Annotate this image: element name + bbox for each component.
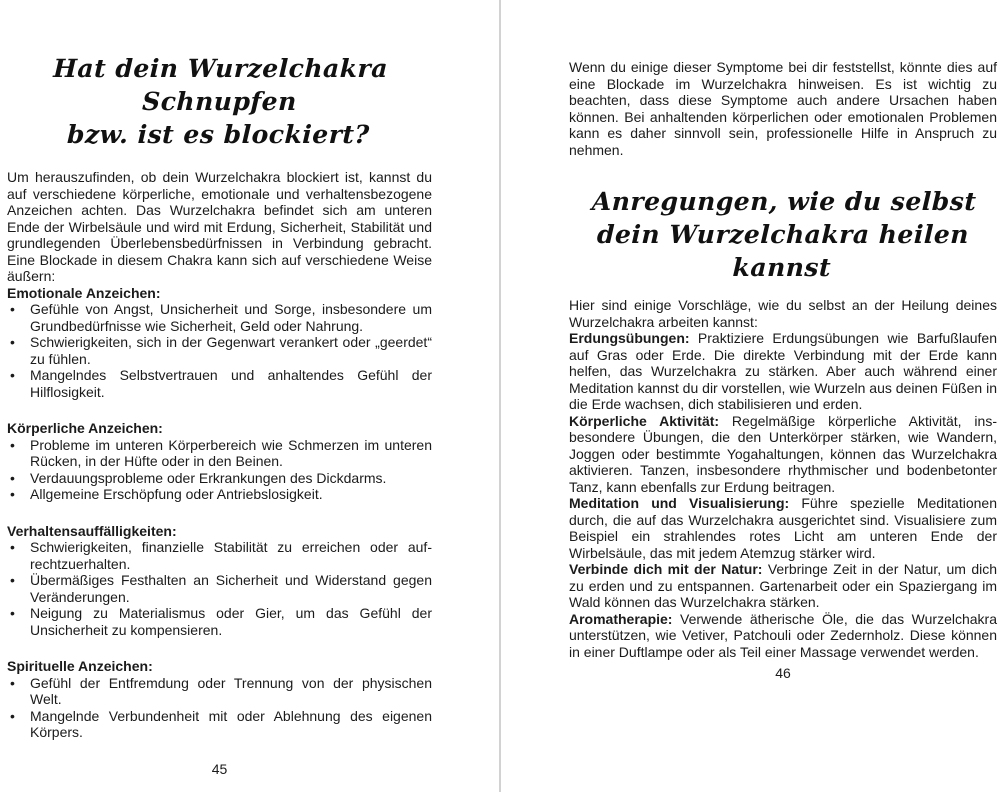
tip-paragraph: Erdungsübungen: Praktiziere Erdungsübungen wie Barfußlaufen auf Gras oder Erde. Die direkte Verbindung mit der Erde kann helfen, das Wurzelchakra zu stärken. Aber auch während einer Meditation kannst du dir vorstellen, wie Wurzeln aus deinen Füßen in die Erde wachsen, dich stabilisieren und erden. — [569, 330, 997, 412]
bullet-item: • Allgemeine Erschöpfung oder Antriebslosigkeit. — [7, 486, 432, 503]
bullet-item: • Mangelnde Verbundenheit mit oder Ablehnung des eigenen Körpers. — [7, 708, 432, 741]
symptom-section — [7, 658, 432, 741]
page-title-right — [567, 185, 998, 284]
page-title-left-line1: Hat dein Wurzelchakra Schnupfen — [52, 54, 389, 116]
bullet-item: • Probleme im unteren Körperbereich wie Schmerzen im unteren Rücken, in der Hüfte oder in den Beinen. — [7, 437, 432, 470]
page-title-right-line2: dein Wurzelchakra heilen kannst — [596, 220, 970, 282]
lead-paragraph: Hier sind einige Vorschläge, wie du selbst an der Heilung deines Wurzelchakra arbeiten kannst: — [569, 297, 997, 330]
intro-paragraph-left: Um herauszufinden, ob dein Wurzelchakra blockiert ist, kannst du auf verschiedene körperliche, emotionale und verhaltensbezogene Anzeichen achten. Das Wurzelchakra befindet sich am unteren Ende der Wirbelsäule und wird mit Erdung, Sicherheit, Stabilität und grundlegenden Überlebensbedürfnissen in Verbindung gebracht. Eine Blockade in diesem Chakra kann sich auf verschiedene Weise äußern: — [7, 169, 432, 284]
tip-label: Meditation und Visualisierung: — [569, 495, 790, 511]
tip-label: Körperliche Aktivität: — [569, 412, 720, 429]
tip-paragraph: Verbinde dich mit der Natur: Verbringe Zeit in der Natur, um dich zu erden und zu entspannen. Gartenarbeit oder ein Spaziergang im Wald können das Wurzelchakra stärken. — [569, 561, 998, 610]
bullet-item: • Übermäßiges Festhalten an Sicherheit und Widerstand gegen Veränderungen. — [7, 572, 432, 605]
section-heading: Spirituelle Anzeichen: — [7, 658, 153, 674]
symptom-section — [7, 285, 432, 401]
page-title-left — [5, 52, 433, 151]
page-divider — [499, 0, 501, 792]
tip-paragraph: Körperliche Aktivität: Regelmäßige körperliche Aktivität, insbesondere Übungen, die den Unterkörper stärken, wie Wandern, Joggen oder bestimmte Yogahaltungen, können das Wurzelchakra aktivieren. Tanzen, insbesondere rhythmischer und bodenbetonter Tanz, kann ebenfalls zur Erdung beitragen. — [569, 412, 997, 495]
section-heading: Verhaltensauffälligkeiten: — [7, 522, 177, 539]
page-number-right: 46 — [775, 665, 791, 681]
healing-tips — [569, 330, 997, 660]
symptom-section — [7, 420, 432, 503]
section-heading: Emotionale Anzeichen: — [7, 284, 161, 301]
bullet-list — [7, 437, 432, 503]
intro-paragraph-right: Wenn du einige dieser Symptome bei dir feststellst, könnte dies auf eine Blockade im Wurzelchakra hinweisen. Es ist wichtig zu beachten, dass diese Symptome auch andere Ursachen haben können. Bei anhaltenden körperlichen oder emotionalen Problemen kann es daher sinnvoll sein, professionelle Hilfe in Anspruch zu nehmen. — [569, 59, 997, 158]
bullet-list — [7, 301, 432, 400]
tip-label: Verbinde dich mit der Natur: — [569, 561, 763, 577]
section-heading: Körperliche Anzeichen: — [7, 420, 163, 436]
page-title-right-line1: Anregungen, wie du selbst — [591, 187, 977, 216]
bullet-item: • Gefühle von Angst, Unsicherheit und Sorge, insbesondere um Grundbedürfnisse wie Sicherheit, Geld oder Nahrung. — [7, 301, 432, 334]
symptom-section — [7, 523, 432, 639]
bullet-list — [7, 675, 432, 741]
bullet-item: • Schwierigkeiten, finanzielle Stabilität zu erreichen oder aufrechtzuerhalten. — [7, 539, 432, 572]
symptom-sections — [7, 285, 432, 741]
bullet-item: • Gefühl der Entfremdung oder Trennung von der physischen Welt. — [7, 675, 432, 708]
tip-paragraph: Aromatherapie: Verwende ätherische Öle, die das Wurzelchakra unterstützen, wie Vetiver, Patchouli oder Zedernholz. Diese können in einer Duftlampe oder als Teil einer Massage verwendet werden. — [569, 610, 997, 660]
bullet-item: • Verdauungsprobleme oder Erkrankungen des Dickdarms. — [7, 470, 432, 487]
page-46 — [500, 0, 1000, 800]
page-number-left: 45 — [211, 760, 228, 777]
bullet-list — [7, 539, 432, 638]
tip-paragraph: Meditation und Visualisierung: Führe spezielle Meditationen durch, die auf das Wurzelchakra ausgerichtet sind. Visualisiere zum Beispiel ein strahlendes rotes Licht am unteren Ende der Wirbelsäule, das mit jedem Atemzug stärker wird. — [569, 495, 997, 561]
tip-label: Aromatherapie: — [569, 610, 673, 627]
page-title-left-line2: bzw. ist es blockiert? — [66, 120, 371, 149]
bullet-item: • Neigung zu Materialismus oder Gier, um das Gefühl der Unsicherheit zu kompensieren. — [7, 605, 432, 638]
tip-label: Erdungsübungen: — [569, 330, 690, 346]
bullet-item: • Mangelndes Selbstvertrauen und anhaltendes Gefühl der Hilflosigkeit. — [7, 367, 432, 400]
bullet-item: • Schwierigkeiten, sich in der Gegenwart verankert oder „geerdet“ zu fühlen. — [7, 334, 432, 367]
